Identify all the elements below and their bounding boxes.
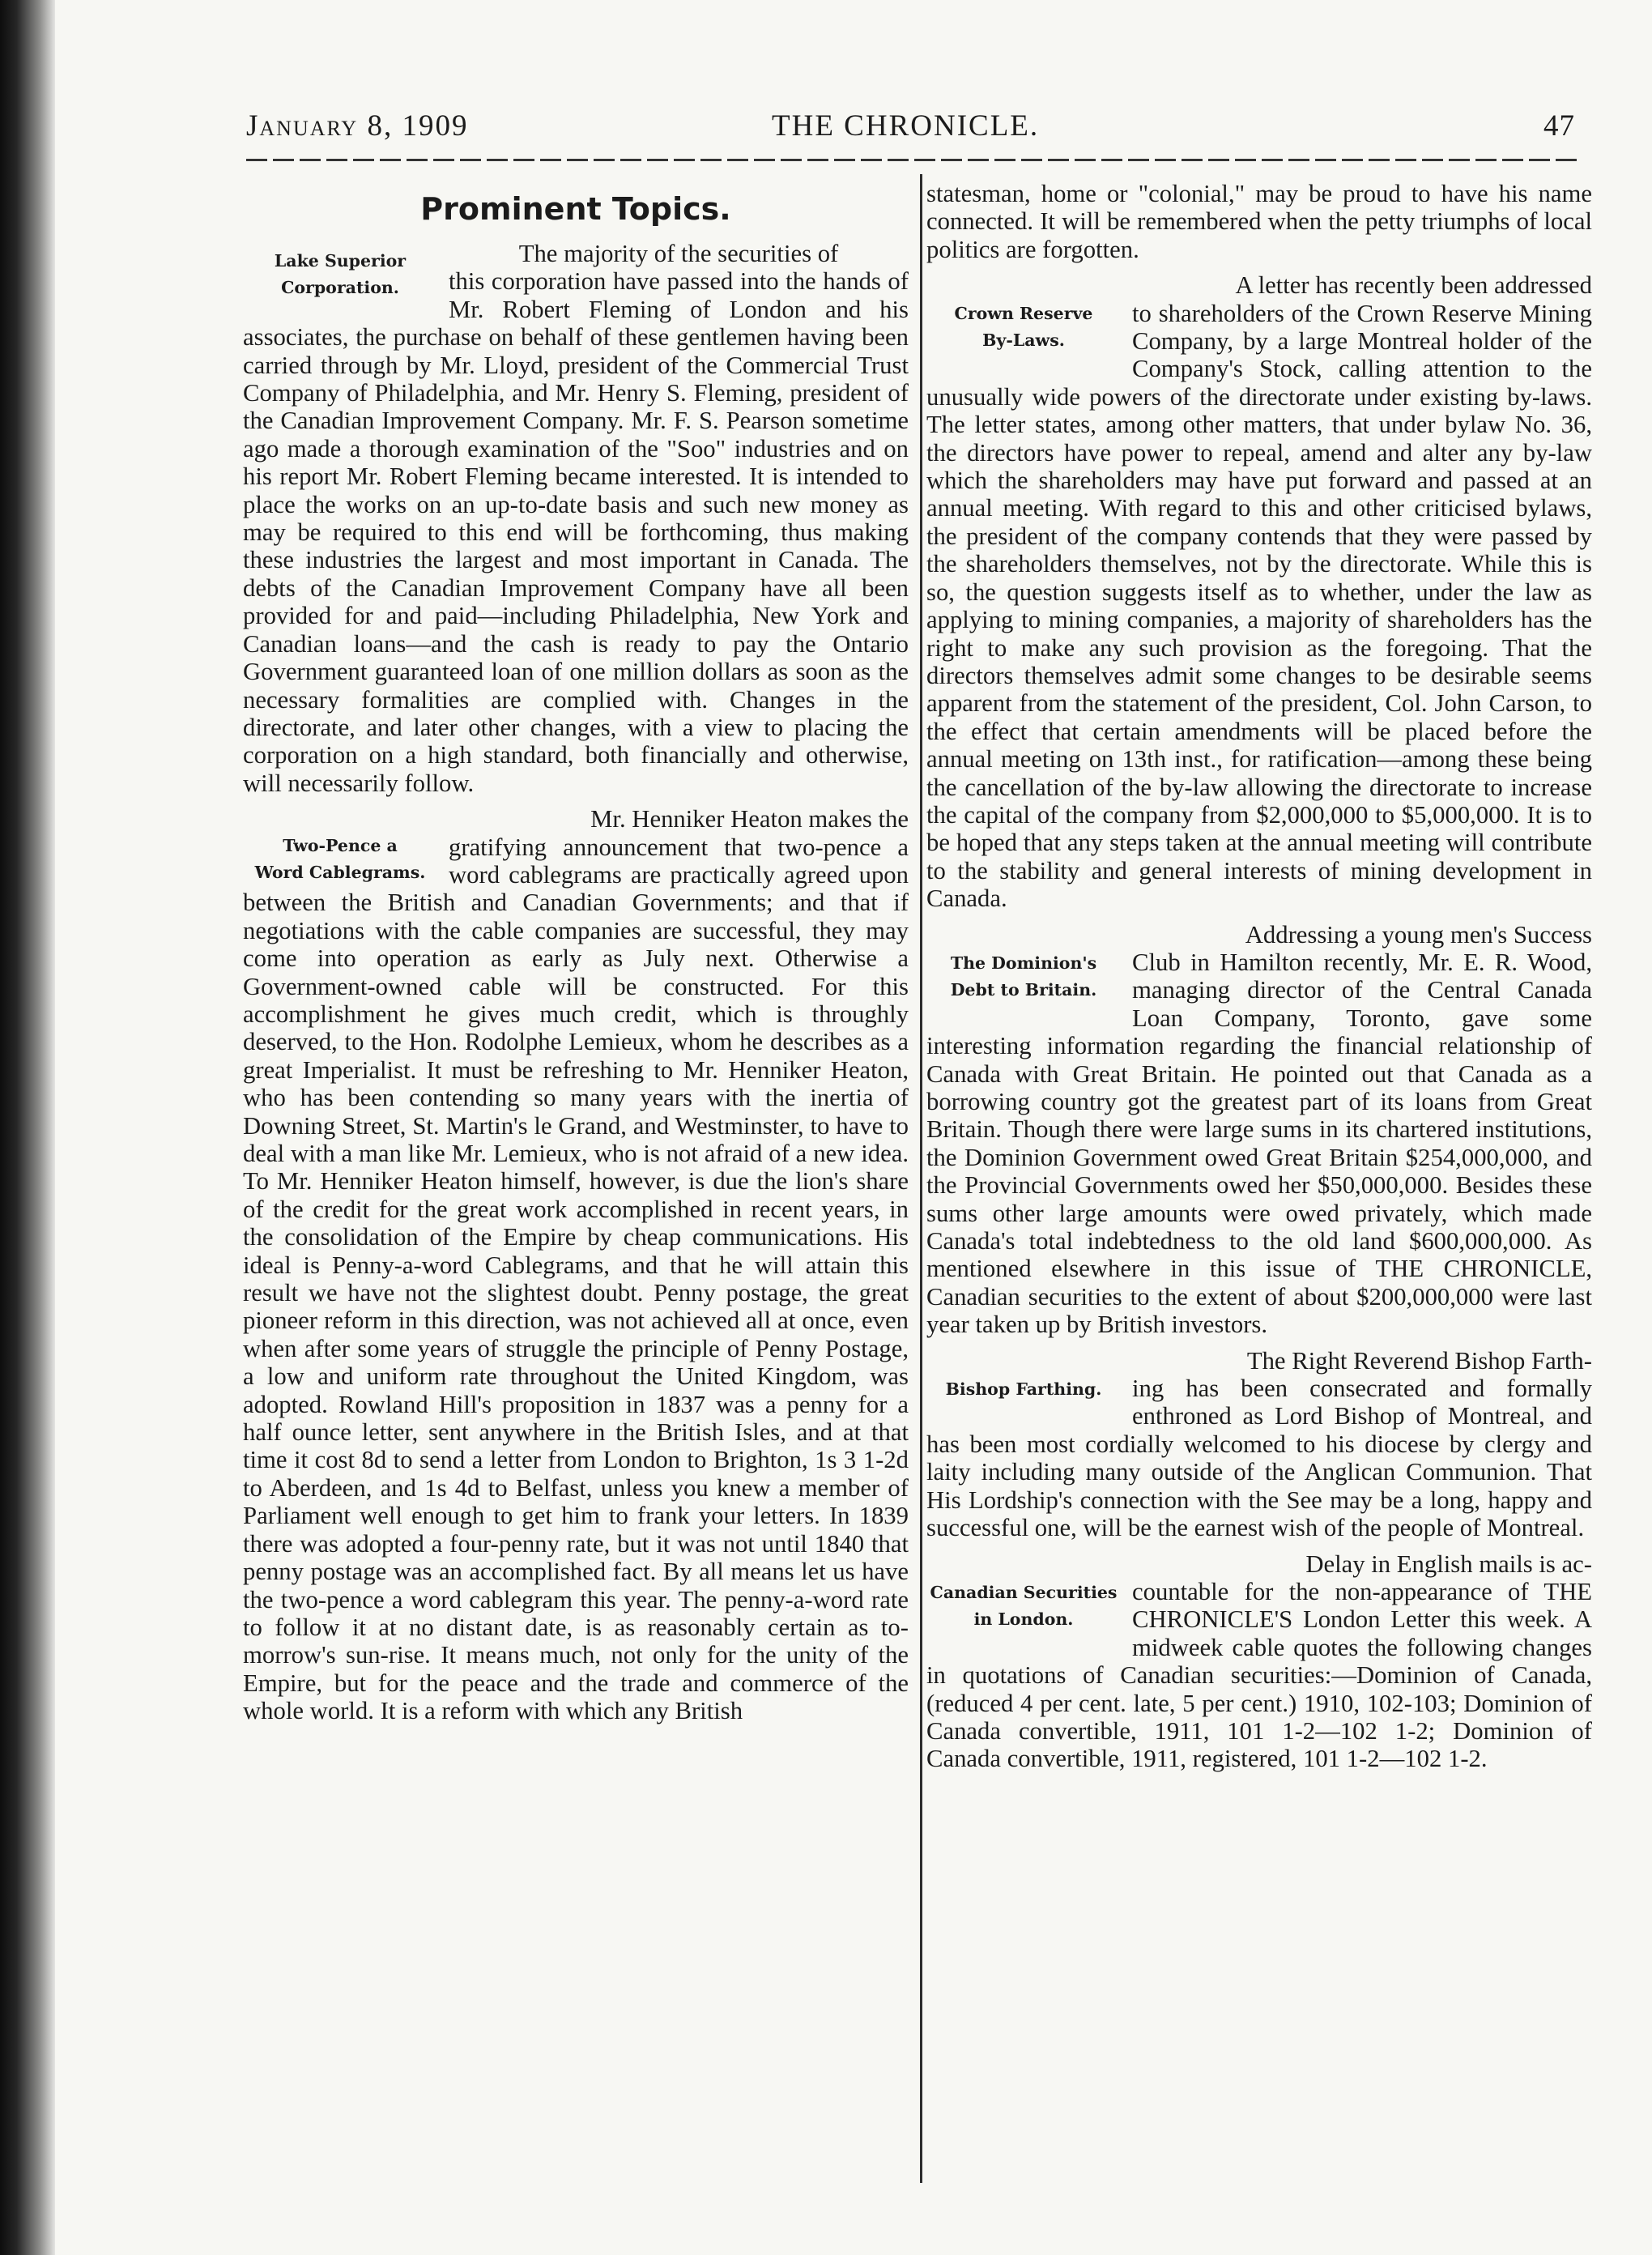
- left-column: [243, 180, 909, 1725]
- newspaper-page: [55, 0, 1652, 2255]
- lead-line: Mr. Henniker Heaton makes the: [590, 805, 909, 833]
- lead-line: The Right Reverend Bishop Farth-: [1246, 1346, 1592, 1375]
- lead-line: Delay in English mails is ac-: [1305, 1550, 1592, 1578]
- sidehead-line: Bishop Farthing.: [945, 1379, 1102, 1399]
- sidehead-line: Crown Reserve: [954, 304, 1093, 324]
- sidehead-line: Corporation.: [281, 278, 399, 297]
- sidehead-lake-superior: [243, 248, 437, 301]
- sidehead-line: By-Laws.: [982, 330, 1065, 351]
- paragraph-crown-reserve: [926, 271, 1592, 912]
- section-gap: [926, 1542, 1592, 1550]
- header-rule: [246, 159, 1582, 161]
- section-gap: [926, 263, 1592, 271]
- sidehead-line: Word Cablegrams.: [254, 863, 426, 883]
- lead-line: Addressing a young men's Success: [1245, 920, 1592, 948]
- sidehead-crown-reserve: [926, 301, 1121, 354]
- sidehead-canadian-securities: [926, 1579, 1121, 1633]
- article-heading: Prominent Topics.: [420, 191, 731, 227]
- lead-line: A letter has recently been addressed: [1235, 271, 1592, 300]
- paragraph-body: countable for the non-appearance of THE CHRONICLE'S London Letter this week. A midweek cable quotes the following changes in quotations of Canadian securities:—Dominion of Canada, (reduced 4 per cent. late, 5 per cent.) 1910, 102-103; Dominion of Canada convertible, 1911, 101 1-2—102 1-2; Dominion of Canada convertible, 1911, registered, 101 1-2—102 1-2.: [926, 1577, 1592, 1773]
- page-number: 47: [1543, 109, 1575, 143]
- section-gap: [243, 797, 909, 805]
- right-column: [926, 180, 1592, 1773]
- paragraph-body: this corporation have passed into the hands of Mr. Robert Fleming of London and his associates, the purchase on behalf of these gentlemen having been carried through by Mr. Lloyd, president of the Commercial Trust Company of Philadelphia, and Mr. Henry S. Fleming, president of the Canadian Improvement Company. Mr. F. S. Pearson sometime ago made a thorough examination of the "Soo" industries and on his report Mr. Robert Fleming became interested. It is intended to place the works on an up-to-date basis and such new money as may be required to this end will be forthcoming, thus making these industries the largest and most important in Canada. The debts of the Canadian Improvement Company have all been provided for and paid—including Philadelphia, New York and Canadian loans—and the cash is ready to pay the Ontario Government guaranteed loan of one million dollars as soon as the necessary formalities are complied with. Changes in the directorate, and later other changes, with a view to placing the corporation on a high standard, both financially and otherwise, will necessarily follow.: [243, 267, 909, 797]
- sidehead-two-pence: [243, 833, 437, 886]
- paragraph-continuation: statesman, home or "colonial," may be proud to have his name connected. It will be remembered when the petty triumphs of local politics are forgotten.: [926, 180, 1592, 263]
- sidehead-line: Lake Superior: [274, 251, 407, 271]
- sidehead-line: The Dominion's: [950, 953, 1097, 973]
- paragraph-two-pence: [243, 805, 909, 1724]
- section-gap: [926, 1339, 1592, 1347]
- sidehead-line: Debt to Britain.: [950, 979, 1097, 1000]
- paragraph-body: ing has been consecrated and formally enthroned as Lord Bishop of Montreal, and has been most cordially welcomed to his diocese by clergy and laity including many outside of the Anglican Communion. That His Lordship's connection with the See may be a long, happy and successful one, will be the earnest wish of the people of Montreal.: [926, 1375, 1592, 1542]
- page-binding-shadow: [0, 0, 55, 2255]
- paragraph-body: Club in Hamilton recently, Mr. E. R. Wood, managing director of the Central Canada Loan Company, Toronto, gave some interesting information regarding the financial relationship of Canada with Great Britain. He pointed out that Canada as a borrowing country got the greatest part of its loans from Great Britain. Though there were large sums in its chartered institutions, the Dominion Government owed Great Britain $254,000,000, and the Provincial Governments owed her $50,000,000. Besides these sums other large amounts were owed privately, which made Canada's total indebtedness to the old land $600,000,000. As mentioned elsewhere in this issue of THE CHRONICLE, Canadian securities to the extent of about $200,000,000 were last year taken up by British investors.: [926, 948, 1592, 1339]
- sidehead-bishop-farthing: [926, 1376, 1121, 1403]
- paragraph-lake-superior: [243, 240, 909, 797]
- column-rule: [920, 174, 922, 2183]
- lead-line: The majority of the securities of: [518, 240, 839, 267]
- sidehead-line: Two-Pence a: [283, 836, 398, 856]
- issue-date: January 8, 1909: [246, 109, 469, 143]
- paragraph-body: to shareholders of the Crown Reserve Mining Company, by a large Montreal holder of the Company's Stock, calling attention to the unusually wide powers of the directorate under existing by-laws. The letter states, among other matters, that under bylaw No. 36, the directors have power to repeal, amend and alter any by-law which the shareholders may have put forward and passed at an annual meeting. With regard to this and other criticised bylaws, the president of the company contends that they were passed by the shareholders themselves, not by the directorate. While this is so, the question suggests itself as to whether, under the law as applying to mining companies, a majority of shareholders has the right to make any such provision as the foregoing. That the directors themselves admit some changes to be desirable seems apparent from the statement of the president, Col. John Carson, to the effect that certain amendments will be placed before the annual meeting on 13th inst., for ratification—among these being the cancellation of the by-law allowing the directorate to increase the capital of the company from $2,000,000 to $5,000,000. It is to be hoped that any steps taken at the annual meeting will contribute to the stability and general interests of mining development in Canada.: [926, 299, 1592, 913]
- publication-title: THE CHRONICLE.: [772, 109, 1040, 143]
- section-gap: [926, 913, 1592, 921]
- sidehead-dominion-debt: [926, 950, 1121, 1004]
- sidehead-line: in London.: [973, 1609, 1074, 1629]
- paragraph-body: gratifying announcement that two-pence a word cablegrams are practically agreed upon between the British and Canadian Governments; and that if negotiations with the cable companies are successful, they may come into operation as early as July next. Otherwise a Government-owned cable will be constructed. For this accomplishment he gives much credit, which is throughly deserved, to the Hon. Rodolphe Lemieux, whom he describes as a great Imperialist. It must be refreshing to Mr. Henniker Heaton, who has been contending so many years with the inertia of Downing Street, St. Martin's le Grand, and Westminster, to have to deal with a man like Mr. Lemieux, who is not afraid of a new idea. To Mr. Henniker Heaton himself, however, is due the lion's share of the credit for the great work accomplished in recent years, in the consolidation of the Empire by cheap communications. His ideal is Penny-a-word Cablegrams, and that he will attain this result we have not the slightest doubt. Penny postage, the great pioneer reform in this direction, was not achieved all at once, even when after some years of struggle the principle of Penny Postage, a low and uniform rate throughout the United Kingdom, was adopted. Rowland Hill's proposition in 1837 was a penny for a half ounce letter, sent anywhere in the British Isles, and at that time it cost 8d to send a letter from London to Brighton, 1s 3 1-2d to Aberdeen, and 1s 4d to Belfast, unless you knew a member of Parliament well enough to get him to frank your letters. In 1839 there was adopted a four-penny rate, but it was not until 1840 that penny postage was an accomplished fact. By all means let us have the two-pence a word cablegram this year. The penny-a-word rate to follow it at no distant date, is as reasonably certain as to-morrow's sun-rise. It means much, not only for the unity of the Empire, but for the peace and the trade and commerce of the whole world. It is a reform with which any British: [243, 833, 909, 1725]
- sidehead-line: Canadian Securities: [930, 1582, 1118, 1602]
